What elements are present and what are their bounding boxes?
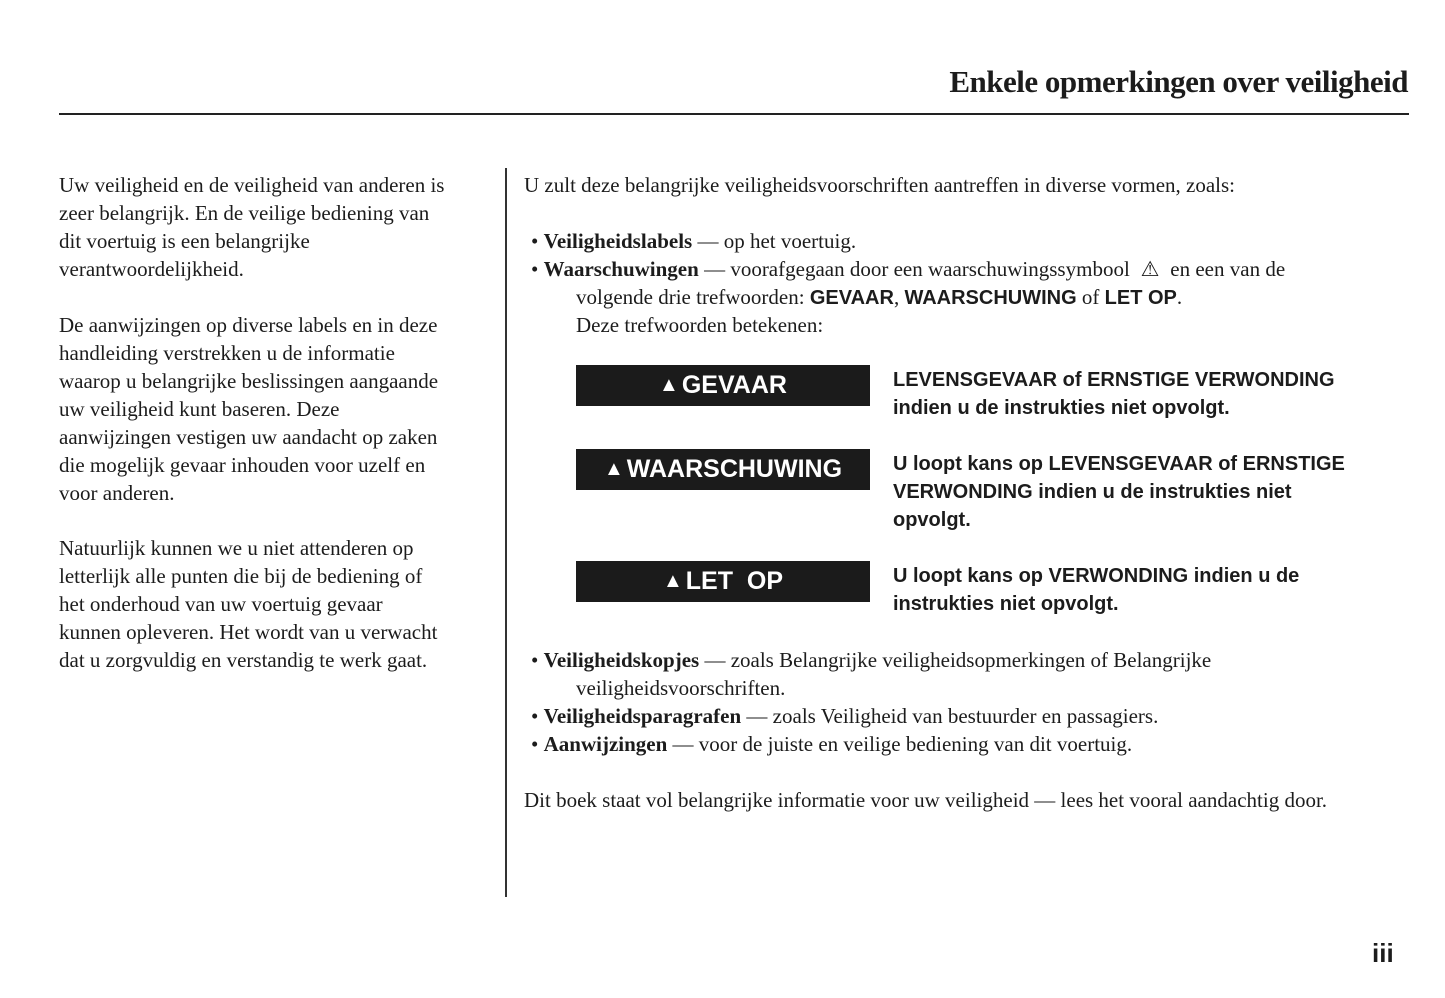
text-line: handleiding verstrekken u de informatie [59,341,395,365]
text: volgende drie trefwoorden: [576,285,810,309]
keyword-waarschuwing: WAARSCHUWING [904,287,1077,309]
text: , [893,285,905,309]
column-divider [505,168,507,897]
intro-text: U zult deze belangrijke veiligheidsvoorschriften aantreffen in diverse vormen, zoals: [524,173,1236,197]
text-line: aanwijzingen vestigen uw aandacht op zaken [59,425,438,449]
bullet-text: — voorafgegaan door een waarschuwingssymbool [698,257,1130,281]
signal-description [893,562,1299,618]
text-line: opvolgt. [893,509,971,531]
bullet-text: — zoals Belangrijke veiligheidsopmerkingen of Belangrijke [699,648,1212,672]
text-line: dat u zorgvuldig en verstandig te werk gaat. [59,648,428,672]
text-line: kunnen opleveren. Het wordt van u verwacht [59,620,438,644]
text: . [1176,285,1183,309]
warning-triangle-icon: ▲ [662,570,683,592]
text-line: waarop u belangrijke beslissingen aangaande [59,369,439,393]
bullet-text: — zoals Veiligheid van bestuurder en passagiers. [741,704,1159,728]
keyword-let-op: LET OP [1104,287,1177,309]
bullet-term: Aanwijzingen [543,732,668,756]
text-line: U loopt kans op LEVENSGEVAAR of ERNSTIGE [893,453,1345,475]
text: of [1076,285,1105,309]
warning-triangle-icon: ▲ [659,374,679,396]
text-line: De aanwijzingen op diverse labels en in deze [59,313,438,337]
text-line: letterlijk alle punten die bij de bediening of [59,564,423,588]
warning-triangle-icon: ⚠ [1140,257,1160,281]
signal-box-gevaar [576,365,870,406]
header-rule [59,113,1409,115]
signal-label: LET OP [685,567,784,595]
bullet-waarschuwingen: • Waarschuwingen — voorafgegaan door een waarschuwingssymbool ⚠ en een van de [531,257,1286,281]
text-line: LEVENSGEVAAR of ERNSTIGE VERWONDING [893,369,1335,391]
text-line: verantwoordelijkheid. [59,257,244,281]
page-title: Enkele opmerkingen over veiligheid [949,64,1408,99]
bullet-continuation: Deze trefwoorden betekenen: [576,313,824,337]
text-line: zeer belangrijk. En de veilige bediening van [59,201,430,225]
signal-label: GEVAAR [681,371,787,399]
text-line: indien u de instrukties niet opvolgt. [893,397,1230,419]
text-line: Uw veiligheid en de veiligheid van anderen is [59,173,445,197]
signal-description [893,366,1335,422]
bullet-continuation: veiligheidsvoorschriften. [576,676,786,700]
text-line: uw veiligheid kunt baseren. Deze [59,397,340,421]
bullet-veiligheidskopjes: • Veiligheidskopjes — zoals Belangrijke veiligheidsopmerkingen of Belangrijke [531,648,1212,672]
bullet-text: — op het voertuig. [692,229,857,253]
signal-label: WAARSCHUWING [626,455,843,483]
bullet-term: Waarschuwingen [543,257,699,281]
bullet-term: Veiligheidsparagrafen [543,704,742,728]
bullet-text: — voor de juiste en veilige bediening van dit voertuig. [667,732,1133,756]
text-line: instrukties niet opvolgt. [893,593,1119,615]
signal-box-let-op [576,561,870,602]
bullet-term: Veiligheidslabels [543,229,693,253]
text-line: Natuurlijk kunnen we u niet attenderen op [59,536,414,560]
text-line: die mogelijk gevaar inhouden voor uzelf en [59,453,426,477]
closing-text: Dit boek staat vol belangrijke informatie voor uw veiligheid — lees het vooral aandachtig door. [524,788,1328,812]
bullet-veiligheidsparagrafen: • Veiligheidsparagrafen — zoals Veiligheid van bestuurder en passagiers. [531,704,1159,728]
bullet-veiligheidslabels: • Veiligheidslabels — op het voertuig. [531,229,857,253]
bullet-continuation [576,283,1182,312]
keyword-gevaar: GEVAAR [809,287,894,309]
warning-triangle-icon: ▲ [603,458,624,480]
bullet-aanwijzingen: • Aanwijzingen — voor de juiste en veilige bediening van dit voertuig. [531,732,1133,756]
text-line: VERWONDING indien u de instrukties niet [893,481,1292,503]
signal-box-waarschuwing [576,449,870,490]
bullet-term: Veiligheidskopjes [543,648,700,672]
signal-description [893,450,1345,534]
bullet-text: en een van de [1165,257,1286,281]
text-line: U loopt kans op VERWONDING indien u de [893,565,1300,587]
text-line: dit voertuig is een belangrijke [59,229,310,253]
text-line: het onderhoud van uw voertuig gevaar [59,592,383,616]
text-line: voor anderen. [59,481,175,505]
page-number: iii [1372,938,1394,968]
